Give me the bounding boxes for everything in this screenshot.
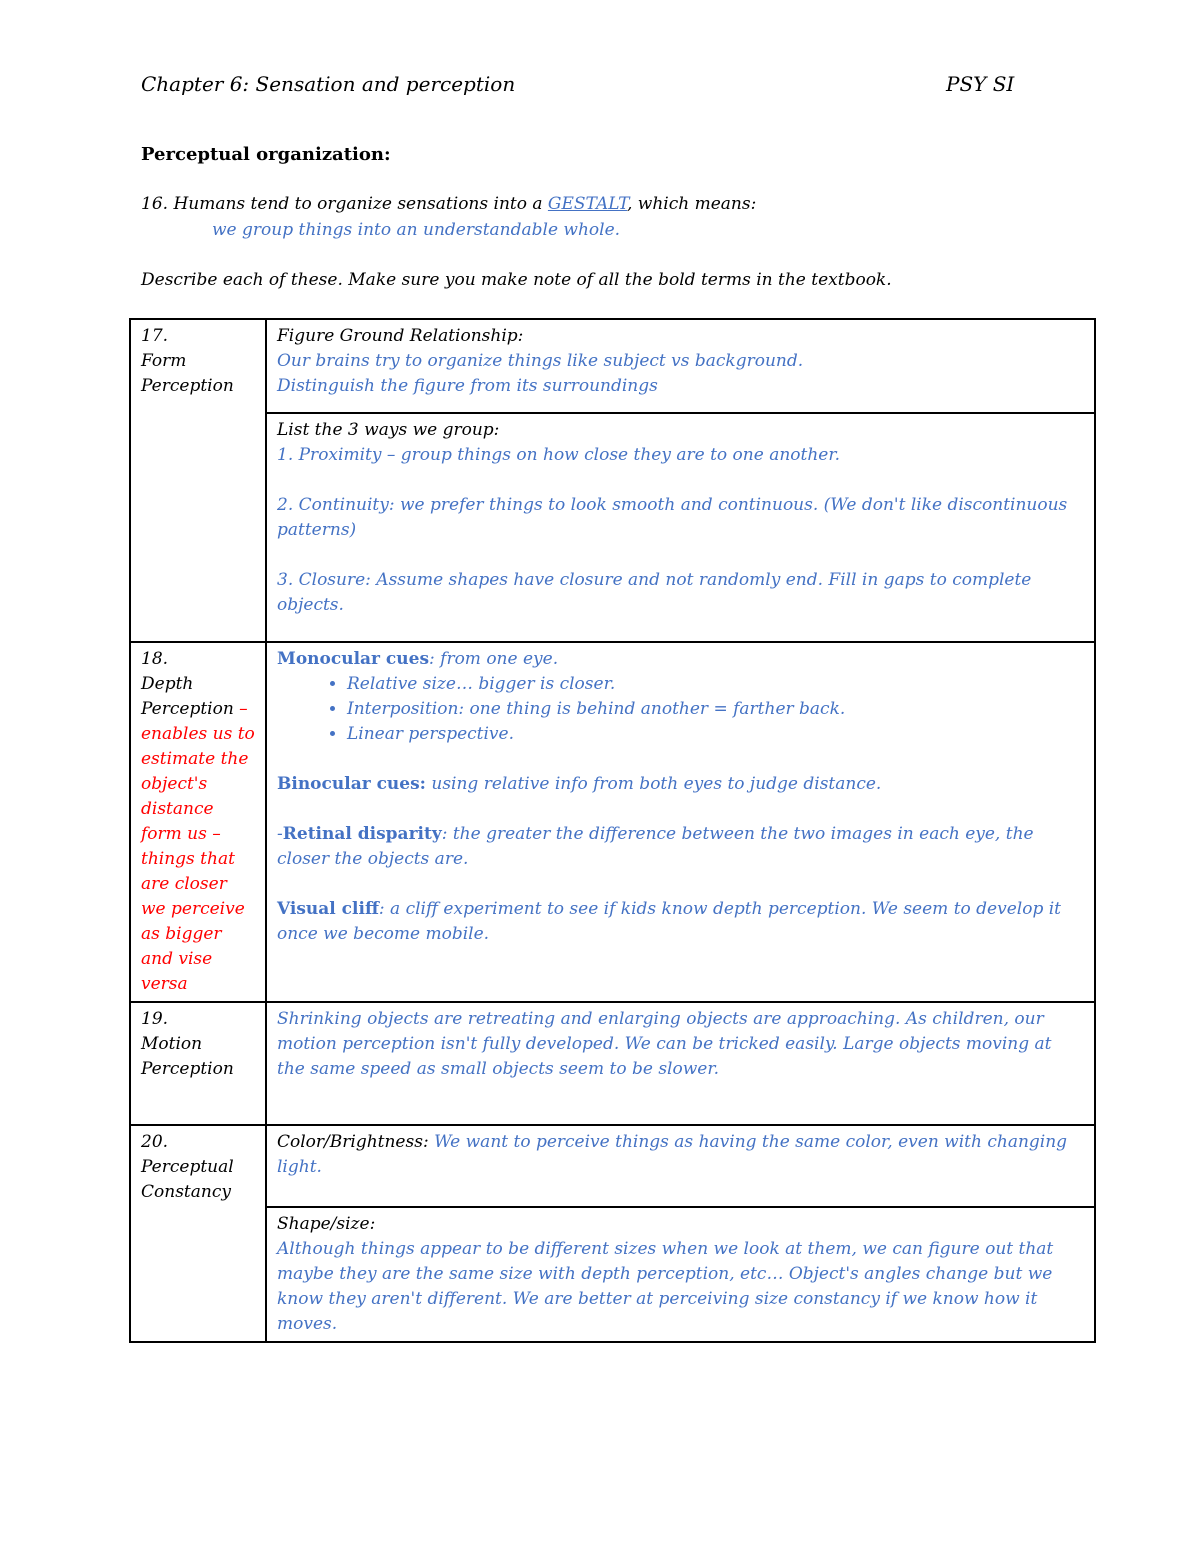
- retinal-term: Retinal disparity: [282, 824, 442, 844]
- row-label: Perception: [141, 699, 234, 719]
- figure-ground-cell: [266, 319, 1095, 413]
- table-row: [130, 1125, 1095, 1207]
- row-number: 20.: [141, 1132, 169, 1152]
- visual-cliff-term: Visual cliff: [277, 899, 379, 919]
- table-row: [130, 319, 1095, 413]
- chapter-title: Chapter 6: Sensation and perception: [141, 72, 516, 96]
- section-title: Perceptual organization:: [141, 144, 391, 165]
- constancy-label-cell: [130, 1125, 266, 1342]
- retinal-desc: : the greater the difference between the two images in each eye, the closer the objects are.: [277, 824, 1034, 869]
- grouping-item: 1. Proximity – group things on how close they are to one another.: [277, 445, 841, 465]
- row-label: Depth: [141, 674, 194, 694]
- table-row: [130, 1207, 1095, 1342]
- list-item: • Interposition: one thing is behind another = farther back.: [347, 697, 1084, 722]
- gestalt-term: GESTALT: [547, 194, 627, 214]
- shape-size-answer: Although things appear to be different sizes when we look at them, we can figure out that maybe they are the same size with depth perception, etc… Object's angles change but we know they aren't different. We are better at perceiving size constancy if we know how it moves.: [277, 1239, 1054, 1334]
- binocular-term: Binocular cues:: [277, 774, 426, 794]
- row-label: Perceptual: [141, 1157, 234, 1177]
- depth-note: – enables us to estimate the object's distance form us – things that are closer we perceive as bigger and vise versa: [141, 699, 255, 994]
- depth-label-cell: [130, 642, 266, 1002]
- binocular-desc: using relative info from both eyes to judge distance.: [425, 774, 882, 794]
- question-16-answer: we group things into an understandable whole.: [212, 220, 621, 240]
- shape-size-cell: [266, 1207, 1095, 1342]
- question-16-suffix: , which means:: [626, 194, 757, 214]
- grouping-heading: List the 3 ways we group:: [277, 420, 500, 440]
- monocular-list: [277, 672, 1084, 747]
- depth-cues-cell: [266, 642, 1095, 1002]
- figure-ground-heading: Figure Ground Relationship:: [277, 326, 524, 346]
- list-item: • Relative size… bigger is closer.: [347, 672, 1084, 697]
- shape-size-heading: Shape/size:: [277, 1214, 376, 1234]
- course-code: PSY SI: [946, 72, 1015, 96]
- instructions: Describe each of these. Make sure you make note of all the bold terms in the textbook.: [141, 270, 892, 290]
- table-row: [130, 413, 1095, 642]
- color-brightness-answer: We want to perceive things as having the same color, even with changing light.: [277, 1132, 1068, 1177]
- table-row: [130, 1002, 1095, 1125]
- list-item: • Linear perspective.: [347, 722, 1084, 747]
- row-number: 19.: [141, 1009, 169, 1029]
- table-row: [130, 642, 1095, 1002]
- grouping-item: 3. Closure: Assume shapes have closure and not randomly end. Fill in gaps to complete objects.: [277, 570, 1032, 615]
- row-label: Perception: [141, 1059, 234, 1079]
- color-brightness-cell: [266, 1125, 1095, 1207]
- row-label: Perception: [141, 376, 234, 396]
- row-number: 17.: [141, 326, 169, 346]
- grouping-item: 2. Continuity: we prefer things to look smooth and continuous. (We don't like discontinuous patterns): [277, 495, 1068, 540]
- grouping-cell: [266, 413, 1095, 642]
- retinal-prefix: -: [277, 824, 283, 844]
- row-label: Form: [141, 351, 187, 371]
- figure-ground-answer: Our brains try to organize things like subject vs background.: [277, 351, 804, 371]
- form-label-cell: [130, 319, 266, 642]
- monocular-term: Monocular cues: [277, 649, 430, 669]
- motion-answer: Shrinking objects are retreating and enlarging objects are approaching. As children, our motion perception isn't fully developed. We can be tricked easily. Large objects moving at the same speed as small objects seem to be slower.: [266, 1002, 1095, 1125]
- question-16-prefix: 16. Humans tend to organize sensations into a: [141, 194, 548, 214]
- row-label: Motion: [141, 1034, 203, 1054]
- figure-ground-answer: Distinguish the figure from its surroundings: [277, 376, 658, 396]
- color-brightness-heading: Color/Brightness:: [277, 1132, 429, 1152]
- perception-table: [129, 318, 1096, 1343]
- row-number: 18.: [141, 649, 169, 669]
- visual-cliff-desc: : a cliff experiment to see if kids know depth perception. We seem to develop it once we become mobile.: [277, 899, 1062, 944]
- monocular-desc: : from one eye.: [429, 649, 559, 669]
- motion-label-cell: [130, 1002, 266, 1125]
- row-label: Constancy: [141, 1182, 231, 1202]
- question-16: [141, 194, 756, 214]
